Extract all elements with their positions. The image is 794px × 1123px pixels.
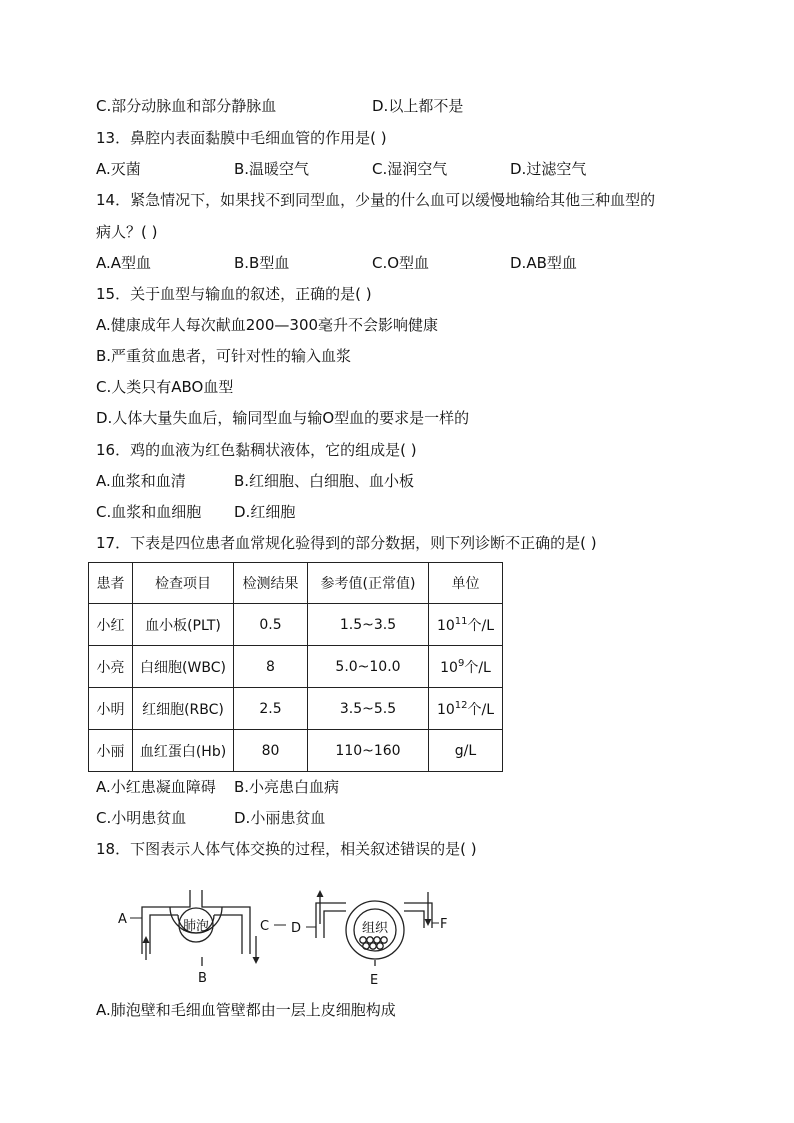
tissue-cell	[377, 943, 383, 949]
tissue-label: 组织	[361, 921, 389, 936]
unit-tail: 个/L	[467, 617, 495, 634]
lung-vessel-right-outer	[202, 890, 250, 954]
tissue-cell	[370, 943, 376, 949]
alveolus-label: 肺泡	[182, 919, 210, 934]
label-e: E	[370, 973, 379, 988]
label-c: C	[260, 919, 270, 934]
arrowhead-up-tissue	[317, 890, 324, 897]
table-header-row	[89, 563, 503, 604]
tissue-cell	[363, 943, 369, 949]
unit-base: g/L	[454, 742, 477, 759]
cell-reference: 3.5~5.5	[308, 688, 429, 730]
unit-tail: 个/L	[467, 701, 495, 718]
arrowhead-down-tissue	[425, 919, 432, 926]
arrowhead-up-left	[143, 936, 150, 943]
cell-unit	[429, 646, 503, 688]
q13-stem: 13．鼻腔内表面黏膜中毛细血管的作用是( )	[96, 129, 387, 147]
q14-option-d: D.AB型血	[510, 254, 577, 272]
unit-base: 10	[440, 659, 458, 676]
cell-reference: 110~160	[308, 730, 429, 772]
unit-tail: 个/L	[464, 659, 491, 676]
cell-item: 白细胞(WBC)	[133, 646, 234, 688]
q16-stem: 16．鸡的血液为红色黏稠状液体，它的组成是( )	[96, 441, 417, 459]
header-patient: 患者	[89, 563, 133, 604]
q16-option-c: C.血浆和血细胞	[96, 503, 202, 521]
cell-result: 0.5	[234, 604, 308, 646]
q14-stem-line2: 病人？( )	[96, 223, 158, 241]
unit-exponent: 9	[457, 657, 465, 669]
cell-unit	[429, 604, 503, 646]
cell-patient: 小红	[89, 604, 133, 646]
table-row	[89, 688, 503, 730]
q15-option-a: A.健康成年人每次献血200—300毫升不会影响健康	[96, 316, 439, 334]
cell-item: 红细胞(RBC)	[133, 688, 234, 730]
cell-item: 血小板(PLT)	[133, 604, 234, 646]
q17-option-b: B.小亮患白血病	[234, 778, 340, 796]
cell-result: 8	[234, 646, 308, 688]
q15-option-d: D.人体大量失血后，输同型血与输O型血的要求是一样的	[96, 409, 470, 427]
cell-result: 80	[234, 730, 308, 772]
blood-test-table	[88, 562, 503, 772]
q14-option-a: A.A型血	[96, 254, 152, 272]
tissue-cell	[381, 937, 387, 943]
q12-option-d: D.以上都不是	[372, 97, 464, 115]
q12-option-c: C.部分动脉血和部分静脉血	[96, 97, 277, 115]
header-unit: 单位	[429, 563, 503, 604]
q14-stem-line1: 14．紧急情况下，如果找不到同型血，少量的什么血可以缓慢地输给其他三种血型的	[96, 191, 656, 209]
cell-unit	[429, 688, 503, 730]
unit-base: 10	[436, 617, 455, 634]
cell-item: 血红蛋白(Hb)	[133, 730, 234, 772]
header-result: 检测结果	[234, 563, 308, 604]
q15-option-b: B.严重贫血患者，可针对性的输入血浆	[96, 347, 352, 365]
q14-option-b: B.B型血	[234, 254, 290, 272]
label-a: A	[118, 912, 127, 927]
table-row	[89, 604, 503, 646]
label-b: B	[198, 971, 207, 986]
tissue-vessel-right-inner	[404, 911, 424, 928]
q14-option-c: C.O型血	[372, 254, 430, 272]
unit-exponent: 12	[454, 699, 468, 711]
arrowhead-down-right	[253, 957, 260, 964]
cell-patient: 小亮	[89, 646, 133, 688]
q13-option-a: A.灭菌	[96, 160, 141, 178]
q16-option-a: A.血浆和血清	[96, 472, 186, 490]
q17-option-a: A.小红患凝血障碍	[96, 778, 216, 796]
q18-stem: 18．下图表示人体气体交换的过程，相关叙述错误的是( )	[96, 840, 477, 858]
table-row	[89, 730, 503, 772]
q13-option-b: B.温暖空气	[234, 160, 310, 178]
header-reference: 参考值(正常值)	[308, 563, 429, 604]
q13-option-c: C.湿润空气	[372, 160, 448, 178]
label-f: F	[440, 917, 448, 932]
q13-option-d: D.过滤空气	[510, 160, 587, 178]
q18-option-a: A.肺泡壁和毛细血管壁都由一层上皮细胞构成	[96, 1001, 396, 1019]
cell-reference: 5.0~10.0	[308, 646, 429, 688]
gas-exchange-diagram	[110, 880, 470, 990]
q17-option-c: C.小明患贫血	[96, 809, 187, 827]
tissue-vessel-left-inner	[324, 911, 346, 938]
q15-option-c: C.人类只有ABO血型	[96, 378, 234, 396]
unit-base: 10	[436, 701, 455, 718]
q17-stem: 17．下表是四位患者血常规化验得到的部分数据，则下列诊断不正确的是( )	[96, 534, 597, 552]
cell-reference: 1.5~3.5	[308, 604, 429, 646]
cell-unit	[429, 730, 503, 772]
unit-exponent: 11	[454, 615, 468, 627]
header-item: 检查项目	[133, 563, 234, 604]
cell-patient: 小明	[89, 688, 133, 730]
table-row	[89, 646, 503, 688]
cell-result: 2.5	[234, 688, 308, 730]
q16-option-b: B.红细胞、白细胞、血小板	[234, 472, 415, 490]
q16-option-d: D.红细胞	[234, 503, 296, 521]
label-d: D	[291, 921, 302, 936]
q15-stem: 15．关于血型与输血的叙述，正确的是( )	[96, 285, 372, 303]
q17-option-d: D.小丽患贫血	[234, 809, 326, 827]
cell-patient: 小丽	[89, 730, 133, 772]
